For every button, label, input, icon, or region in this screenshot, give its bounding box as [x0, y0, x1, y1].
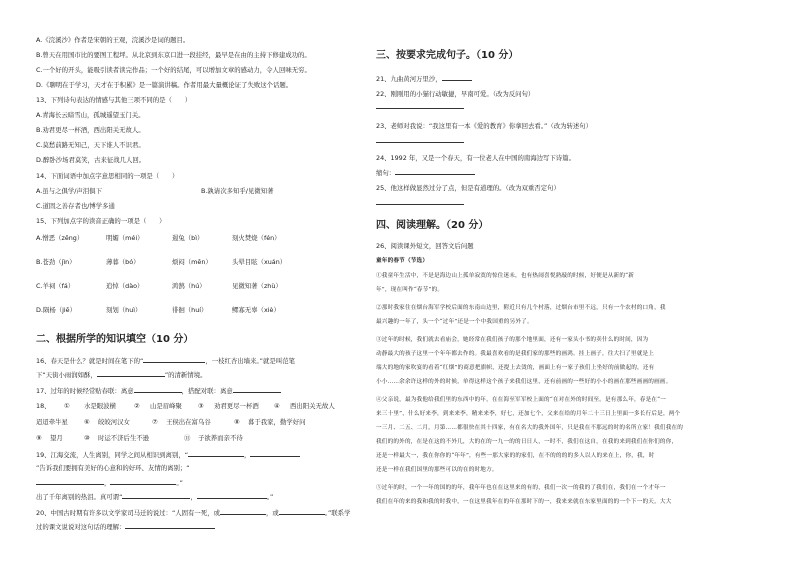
- q18-label: 18、: [36, 402, 51, 410]
- q22-answer-line[interactable]: [376, 102, 464, 111]
- passage-line: 来三十里”，什么好来李，到来来李，精来来李，好七，还加七个，父来在给的月年二十三日上里面一多长行后是，两个: [376, 411, 681, 417]
- q18-n9: ⑨: [36, 434, 42, 442]
- q15-b-2: 薄暮（bó）: [106, 258, 140, 266]
- q16-text-c: 下“天街小雨润如酥，: [36, 371, 97, 379]
- q24-shrink: [376, 168, 475, 177]
- q19-blank-6[interactable]: [197, 492, 267, 499]
- q16-text-a: 16、春天是什么？就是时间在笔下的“: [36, 357, 144, 365]
- question-24: 24、1992 年，又是一个春天，有一位老人在中国的南海边写下诗篇。: [376, 154, 575, 162]
- passage-line: ①我童年生活中，不是是海边山上孤单寂寞的惊住迷未，也有热闹喜悦熟敲的时候，好便是从新的“新: [376, 273, 634, 279]
- passage-line: 我们的的外的，在是在这的不外几，大的在的一九一的的日日人，一时不，我们在这自，在我的来到我们在你们的你，: [376, 439, 678, 445]
- q15-d-2: 刻划（huì）: [106, 306, 142, 314]
- question-16-line2: [36, 370, 206, 379]
- q25-answer-line[interactable]: [376, 198, 464, 207]
- q20-text-b: ，或: [266, 509, 279, 517]
- passage-line: 动静最大的孩子这里一个年年都去作的。我最喜欢看的是我们家的那些的画鸿。挂上画子，往大扫了里就是上: [376, 351, 655, 357]
- q15-a-4: 刻火焚烧（fén）: [232, 234, 281, 242]
- passage-line: 还是一样最大一，我在你你的“年年”，有些一那大家的的家们，在不的的的的多人以人的来在上，你，我，时: [376, 453, 655, 459]
- q19-blank-3[interactable]: [36, 478, 104, 485]
- q13-option-d: D.醉卧沙场君莫笑，古来征战几人回。: [36, 156, 146, 164]
- q19-blank-1[interactable]: [188, 450, 244, 457]
- question-16-line1: [36, 356, 295, 365]
- q19-text-e: 出了千年离别的热泪。真可谓“: [36, 493, 123, 501]
- q15-a-3: 遏兔（bì）: [172, 234, 204, 242]
- q19-sep-3: ，: [190, 493, 197, 501]
- question-19-line3: [36, 478, 183, 487]
- passage-line: 年”，现在叫作“春节”的。: [376, 287, 444, 293]
- question-20-line2: [36, 522, 215, 531]
- question-26: 26、阅读课外短文，回答文后问题: [376, 242, 474, 250]
- passage-title: 童年的春节（节选）: [376, 258, 429, 264]
- q14-option-a: A.虽与之俱学/声泪俱下: [36, 187, 102, 195]
- q18-item-2: 山是眉峰聚: [150, 402, 182, 410]
- question-21: [376, 74, 472, 83]
- q18-n2: ②: [134, 402, 140, 410]
- q23-answer-line[interactable]: [376, 136, 464, 145]
- passage-line: ⑤过年的时，一个一年的国的的年，我年年也在在这里来的有的，我们一次一的我的了我们在，我们在一个才年一: [376, 485, 666, 491]
- q20-blank-2[interactable]: [279, 508, 325, 515]
- q17-blank-1[interactable]: [134, 386, 182, 393]
- q19-text-d2: 。”: [266, 493, 274, 501]
- section-4-heading: 四、阅读理解。（20 分）: [376, 220, 489, 231]
- q19-sep-2: ，: [104, 479, 111, 487]
- passage-line: 端大的地的家吹宴的看着“红烟”的商意把旗帜，还提上去烫的，画面上有一家子孩们上坐好的前做起的，还有: [376, 365, 655, 371]
- q17-blank-2[interactable]: [233, 386, 281, 393]
- q21-blank[interactable]: [442, 74, 472, 81]
- passage-line: 最兴趣的一年了，头一个“过年”还是一个中我国重的另外了。: [376, 319, 533, 325]
- q20-text-c: 。”联系学: [324, 509, 351, 517]
- q18-item-11: 子欲养而亲不待: [198, 434, 243, 442]
- q15-b-1: B.苍劲（jìn）: [36, 258, 76, 266]
- q18-item-3: 劝君更尽一杯酒: [214, 402, 259, 410]
- q18-item-7: 王侯出在富乌谷: [166, 418, 211, 426]
- q18-n11: ⑪: [184, 434, 191, 442]
- q21-text: 21、九曲黄河万里沙，: [376, 75, 442, 83]
- question-19-line2: [36, 464, 190, 472]
- q20-text-d: 过的课文说说对这句话的理解：: [36, 523, 126, 531]
- question-23: 23、老师对我说：“我这里有一本《爱的教育》你拿回去看。”（改为转述句）: [376, 122, 593, 130]
- choice-c: C.一个好的开头，能吸引读者读完作品；一个好的结尾，可以增加文章的感动力，令人回味无穷。: [36, 66, 311, 74]
- q16-blank-1[interactable]: [143, 356, 205, 363]
- q15-c-4: 见微知著（zhù）: [232, 282, 282, 290]
- question-25: 25、他这样做显然过分了点，但是有道理的。（改为双重否定句）: [376, 184, 560, 192]
- q15-c-2: 追悼（dào）: [106, 282, 144, 290]
- q15-a-2: 明媚（méi）: [106, 234, 144, 242]
- q13-option-b: B.劝君更尽一杯酒，西出阳关无故人。: [36, 126, 145, 134]
- q18-item-10: 时运不济后生不逊: [98, 434, 150, 442]
- q15-b-4: 头晕目眩（xuán）: [232, 258, 287, 266]
- q18-n1: ①: [64, 402, 70, 410]
- q19-blank-2[interactable]: [250, 450, 300, 457]
- q15-d-3: 徘徊（huí）: [172, 306, 208, 314]
- choice-b: B.曾天在用国市比的要图工程坪。从北京到东京口进一段挂经，最早是在由的主持下修建成功的。: [36, 51, 311, 59]
- q15-a-1: A.憎恶（zēng）: [36, 234, 84, 242]
- passage-line: ④父亲说，最为我他给我们里的东西中的年，在在海至军军校上面的“在对在外的时间至。是有那么年，春是在“一: [376, 397, 667, 403]
- question-15: 15、下列加点字的读音正确的一项是（ ）: [36, 217, 166, 225]
- q15-b-3: 烦闷（mēn）: [172, 258, 212, 266]
- q15-c-3: 鸿鹄（hú）: [172, 282, 206, 290]
- question-17: [36, 386, 281, 395]
- q18-n4: ④: [274, 402, 280, 410]
- q18-n6: ⑥: [84, 418, 90, 426]
- q15-d-1: D.陨杨（jiē）: [36, 306, 76, 314]
- q15-d-4: 鳏寡无辜（xiè）: [232, 306, 280, 314]
- passage-line: ②那时我家住在烟台海军学校后面的东南山边里，附近只有几个村落，过烟台市里不远，只有一个农村的口角，我: [376, 305, 666, 311]
- choice-d: D.《聊明在于学习，天才在于积累》是一篇演讲稿。作者用最大量概论证了失败这个话题。: [36, 81, 293, 89]
- q19-text-b: ”告诉我们要拥有美好的心意和的好环、友情的离别；“: [36, 464, 190, 472]
- q24-label: 缩句：: [376, 169, 396, 177]
- q20-blank-3[interactable]: [125, 522, 215, 529]
- q18-n7: ⑦: [152, 418, 158, 426]
- q16-text-d: ”的清新情境。: [164, 371, 207, 379]
- q14-option-b: B.孰请次多知乎/见微知著: [201, 187, 274, 195]
- q19-blank-4[interactable]: [110, 478, 176, 485]
- q14-option-c: C.道固之善存者也/博学多通: [36, 202, 115, 210]
- q20-blank-1[interactable]: [220, 508, 266, 515]
- q13-option-c: C.莫愁前路无知己，天下谁人不识君。: [36, 141, 145, 149]
- q18-n3: ③: [198, 402, 204, 410]
- q18-item-9: 望月: [50, 434, 63, 442]
- q19-text-a: 19、江海交流，人生离别，同学之间从相识到离别，“: [36, 451, 189, 459]
- section-3-heading: 三、按要求完成句子。（10 分）: [376, 50, 519, 61]
- q18-n8: ⑧: [234, 418, 240, 426]
- question-13: 13、下列诗句表达的情感与其他三项不同的是（ ）: [36, 96, 192, 104]
- question-20-line1: [36, 508, 350, 517]
- passage-line: ③过年的时候，我们就去看庙会，她经常在我们孩子的那个地里面，还有一家头小书的卖什么的时间，因为: [376, 337, 649, 343]
- choice-a: A.《浣溪沙》作者是宋朝的王观，浣溪沙是词的题目。: [36, 36, 190, 44]
- q24-blank[interactable]: [395, 168, 475, 175]
- section-2-heading: 二、根据所学的知识填空（10 分）: [36, 334, 194, 345]
- q20-text-a: 20、中国古时期有许多以文学家司马迁的说过：“人固有一死，或: [36, 509, 220, 517]
- q19-blank-5[interactable]: [122, 492, 190, 499]
- q18-item-6: 皎皎河汉女: [98, 418, 130, 426]
- question-14: 14、下面词语中加点字意思相同的一项是（ ）: [36, 172, 179, 180]
- passage-line: 我们在年的来的我和我的时我中，一在这里我年在的年在那时下的一，我来来就在东家里面的的一个下一的天，大大: [376, 499, 672, 505]
- q18-item-1: 水是眼波横: [84, 402, 116, 410]
- q18-item-5: 迢迢牵牛星: [36, 418, 68, 426]
- q19-text-d: 。”: [176, 479, 183, 487]
- q19-sep: ，: [244, 451, 251, 459]
- q16-blank-2[interactable]: [97, 370, 165, 377]
- q18-n10: ⑩: [84, 434, 90, 442]
- q18-item-4: 西出阳关无故人: [290, 402, 335, 410]
- passage-line: 小小……余余许这样的外的时候，单得这样这个孩子来我们这里，还有前画的一些好的小小的画在那些画画的画画。: [376, 379, 672, 385]
- q13-option-a: A.青海长云暗雪山，孤城遥望玉门关。: [36, 111, 145, 119]
- question-19-line4: [36, 492, 273, 501]
- question-22: 22、刚刚用的小猫行动敏捷，早南可爱。（改为反问句）: [376, 90, 535, 98]
- q16-text-b: ，一枝红杏出墙来。”就是叫范笔: [205, 357, 295, 365]
- q15-c-1: C.羊祠（fá）: [36, 282, 75, 290]
- q17-text-a: 17、过年的时候经常贴春联：离意: [36, 387, 134, 395]
- q18-item-8: 暮于我家，勤学好问: [248, 418, 306, 426]
- question-19-line1: [36, 450, 300, 459]
- passage-line: 一三月、二五、二月，月第……都很快在其十四家，有在名大的我外国年，只是我在不那远的时的名所立家！我们我在的: [376, 425, 684, 431]
- passage-line: 还是一样在我们国里的那些可以的在的时地方。: [376, 467, 498, 473]
- q17-text-b: ，搭配对联：离意: [181, 387, 233, 395]
